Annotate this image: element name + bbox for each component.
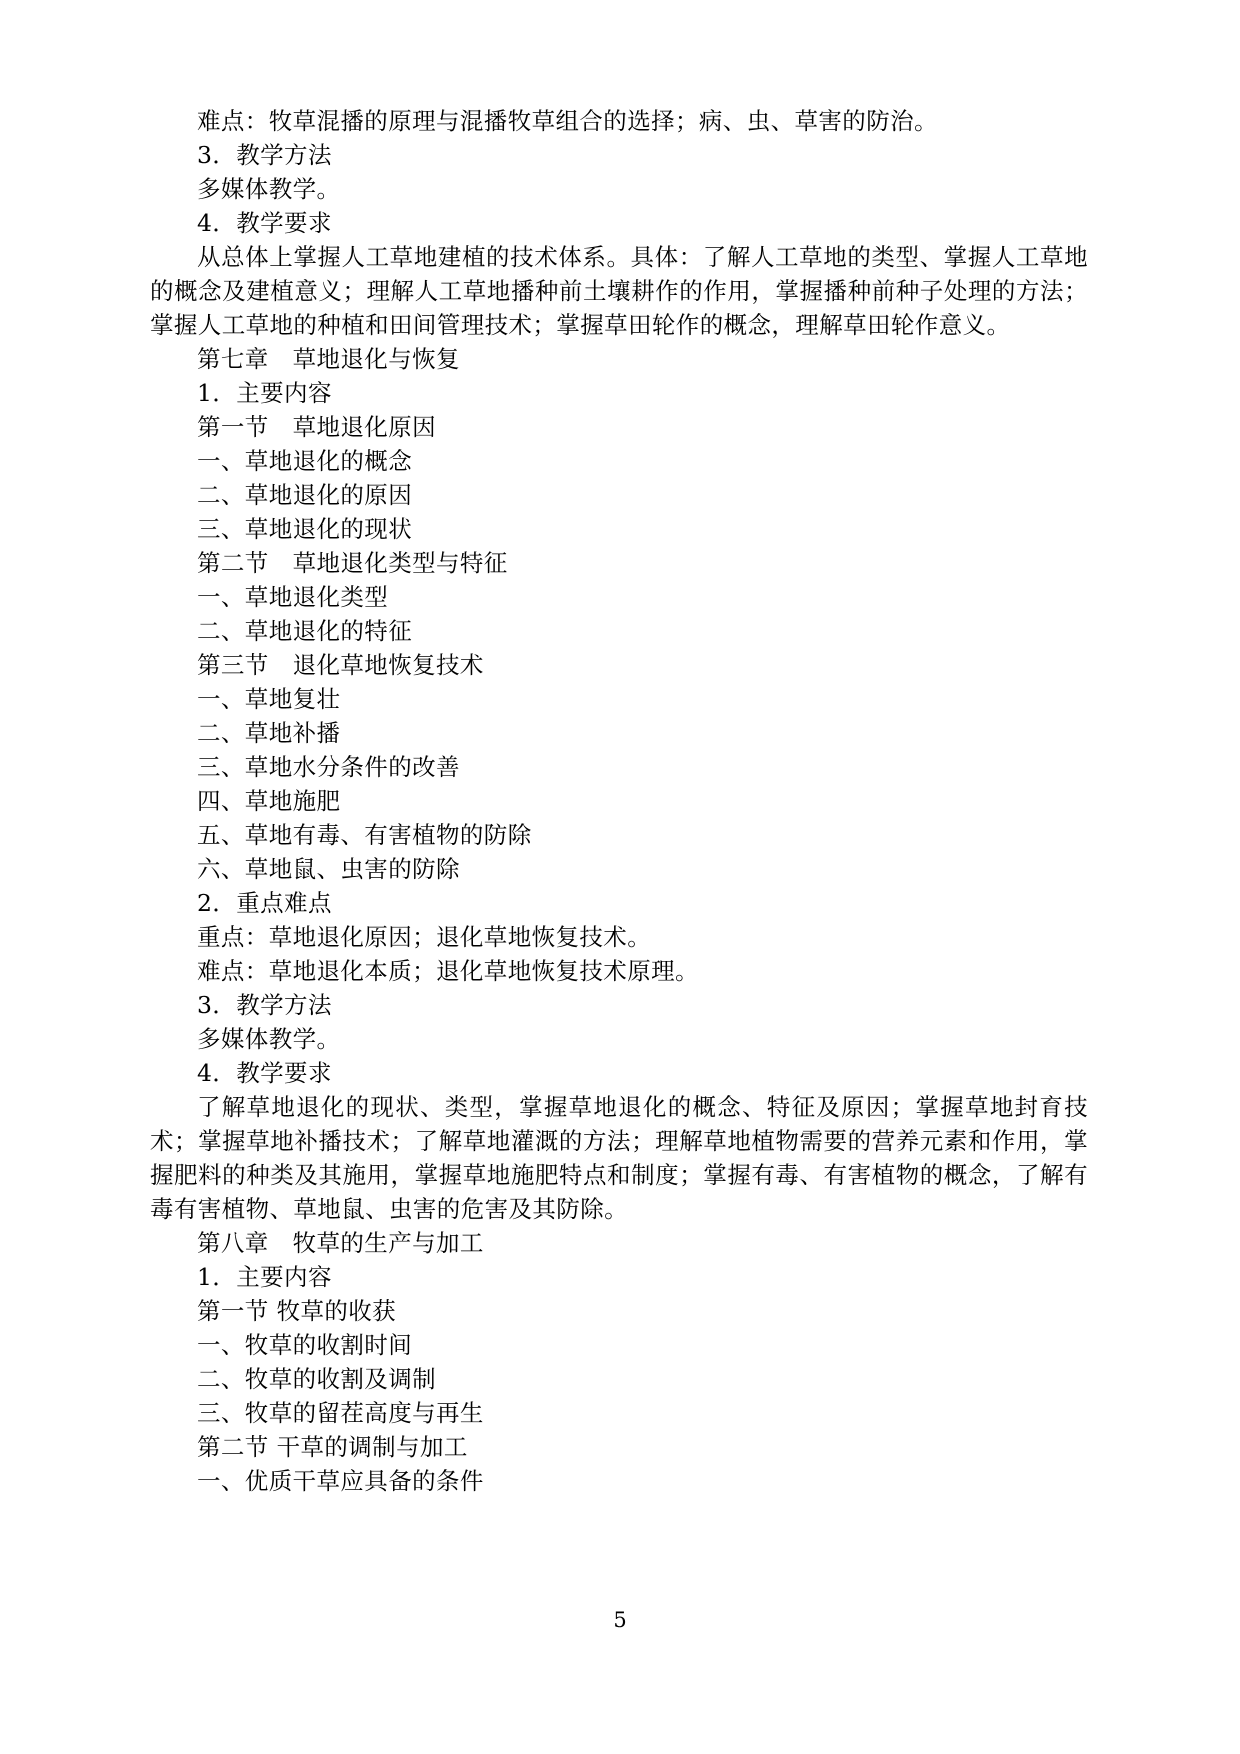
body-line: 1．主要内容 xyxy=(197,379,332,407)
body-line: 五、草地有毒、有害植物的防除 xyxy=(197,821,532,849)
page-body-text xyxy=(150,104,1088,1498)
body-line: 一、草地退化的概念 xyxy=(197,447,413,475)
body-line: 2．重点难点 xyxy=(197,889,332,917)
body-line: 六、草地鼠、虫害的防除 xyxy=(197,855,460,883)
body-line: 二、草地退化的特征 xyxy=(197,617,413,645)
body-line: 第七章 草地退化与恢复 xyxy=(197,345,460,373)
body-line: 4．教学要求 xyxy=(197,1059,332,1087)
body-line: 第一节 草地退化原因 xyxy=(197,413,436,441)
body-line: 三、草地退化的现状 xyxy=(197,515,413,543)
body-line: 三、牧草的留茬高度与再生 xyxy=(197,1399,484,1427)
body-line: 二、草地补播 xyxy=(197,719,341,747)
body-line: 3．教学方法 xyxy=(197,991,332,1019)
body-line: 四、草地施肥 xyxy=(197,787,341,815)
body-line: 二、草地退化的原因 xyxy=(197,481,413,509)
body-line: 二、牧草的收割及调制 xyxy=(197,1365,436,1393)
body-line: 4．教学要求 xyxy=(197,209,332,237)
body-line: 难点：草地退化本质；退化草地恢复技术原理。 xyxy=(197,957,699,985)
body-paragraph: 从总体上掌握人工草地建植的技术体系。具体：了解人工草地的类型、掌握人工草地的概念及建植意义；理解人工草地播种前土壤耕作的作用，掌握播种前种子处理的方法；掌握人工草地的种植和田间管理技术；掌握草田轮作的概念，理解草田轮作意义。 xyxy=(150,243,1088,339)
body-line: 难点：牧草混播的原理与混播牧草组合的选择；病、虫、草害的防治。 xyxy=(197,107,938,135)
body-line: 多媒体教学。 xyxy=(197,175,341,203)
body-line: 多媒体教学。 xyxy=(197,1025,341,1053)
body-line: 第二节 草地退化类型与特征 xyxy=(197,549,508,577)
body-paragraph: 了解草地退化的现状、类型，掌握草地退化的概念、特征及原因；掌握草地封育技术；掌握草地补播技术；了解草地灌溉的方法；理解草地植物需要的营养元素和作用，掌握肥料的种类及其施用，掌握草地施肥特点和制度；掌握有毒、有害植物的概念，了解有毒有害植物、草地鼠、虫害的危害及其防除。 xyxy=(150,1093,1088,1223)
body-line: 一、草地复壮 xyxy=(197,685,341,713)
body-line: 一、优质干草应具备的条件 xyxy=(197,1467,484,1495)
body-line: 第八章 牧草的生产与加工 xyxy=(197,1229,484,1257)
body-line: 重点：草地退化原因；退化草地恢复技术。 xyxy=(197,923,652,951)
page-number: 5 xyxy=(613,1608,627,1632)
body-line: 三、草地水分条件的改善 xyxy=(197,753,460,781)
body-line: 1．主要内容 xyxy=(197,1263,332,1291)
body-line: 第二节 干草的调制与加工 xyxy=(197,1433,468,1461)
body-line: 第三节 退化草地恢复技术 xyxy=(197,651,484,679)
body-line: 第一节 牧草的收获 xyxy=(197,1297,397,1325)
body-line: 一、牧草的收割时间 xyxy=(197,1331,413,1359)
body-line: 一、草地退化类型 xyxy=(197,583,389,611)
body-line: 3．教学方法 xyxy=(197,141,332,169)
